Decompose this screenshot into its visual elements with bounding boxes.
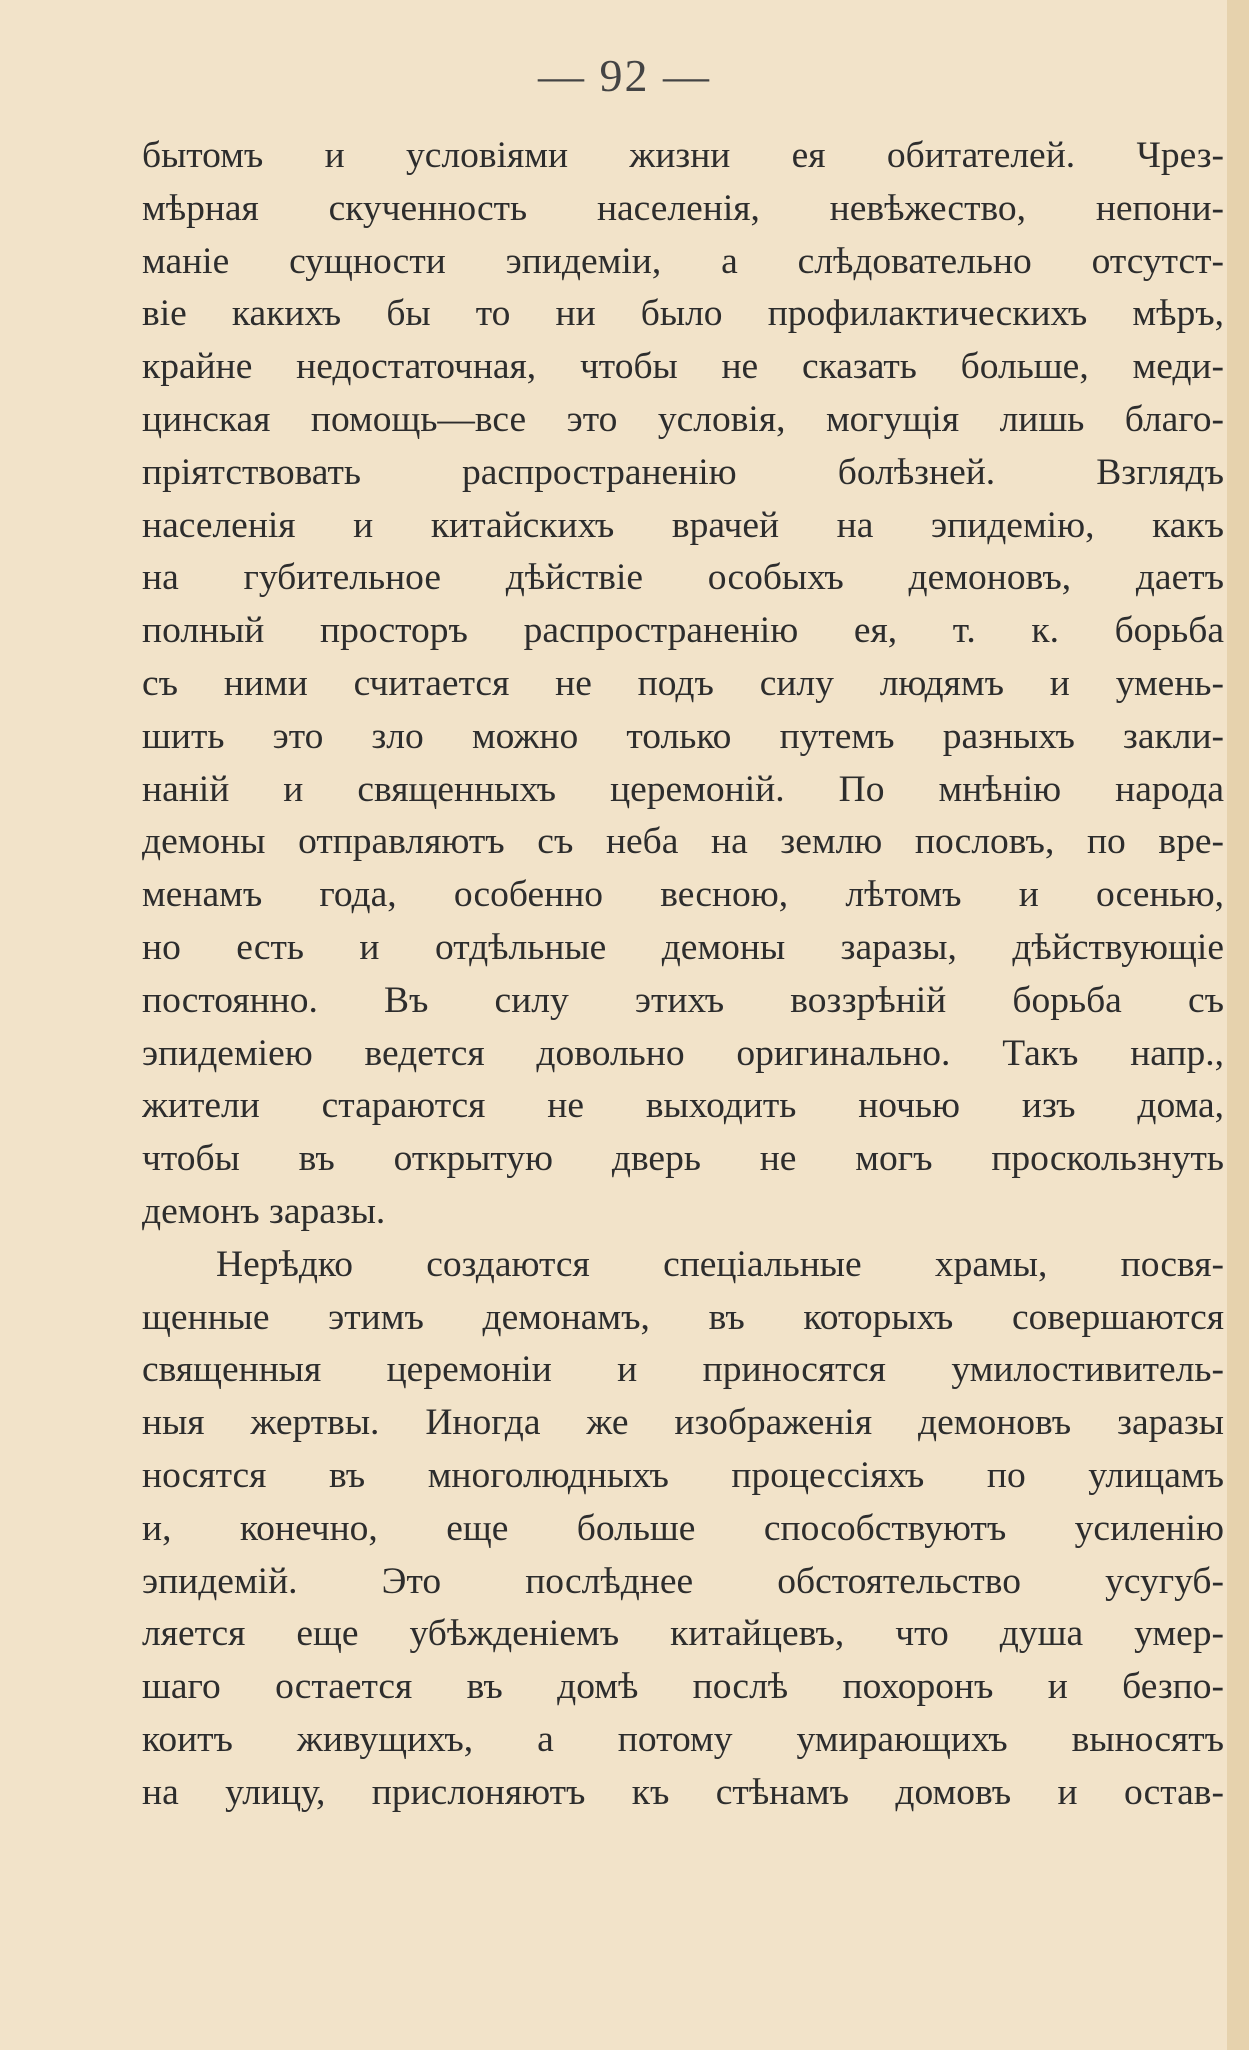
text-line: шить это зло можно только путемъ разныхъ закли-: [142, 715, 1224, 757]
text-line: священныя церемоніи и приносятся умилостивитель-: [142, 1349, 1224, 1391]
text-line: но есть и отдѣльные демоны заразы, дѣйствующіе: [142, 926, 1224, 968]
text-line: носятся въ многолюдныхъ процессіяхъ по улицамъ: [142, 1454, 1224, 1496]
text-line: пріятствовать распространенію болѣзней. Взглядъ: [142, 451, 1224, 493]
page-number: — 92 —: [538, 50, 711, 101]
body-text: [142, 130, 1224, 1820]
text-line: на улицу, прислоняютъ къ стѣнамъ домовъ и остав-: [142, 1771, 1224, 1813]
text-line: жители стараются не выходить ночью изъ дома,: [142, 1085, 1224, 1127]
text-line: наній и священныхъ церемоній. По мнѣнію народа: [142, 768, 1224, 810]
text-line: демоны отправляютъ съ неба на землю пословъ, по вре-: [142, 821, 1224, 863]
text-line: ляется еще убѣжденіемъ китайцевъ, что душа умер-: [142, 1613, 1224, 1655]
text-line: менамъ года, особенно весною, лѣтомъ и осенью,: [142, 874, 1224, 916]
text-line: Нерѣдко создаются спеціальные храмы, посвя-: [216, 1243, 1224, 1285]
text-line: постоянно. Въ силу этихъ воззрѣній борьба съ: [142, 979, 1224, 1021]
text-line: шаго остается въ домѣ послѣ похоронъ и безпо-: [142, 1666, 1224, 1708]
text-line: на губительное дѣйствіе особыхъ демоновъ, даетъ: [142, 557, 1224, 599]
text-line: и, конечно, еще больше способствуютъ усиленію: [142, 1507, 1224, 1549]
text-line: ныя жертвы. Иногда же изображенія демоновъ заразы: [142, 1402, 1224, 1444]
text-line: віе какихъ бы то ни было профилактическихъ мѣръ,: [142, 293, 1224, 335]
text-line: эпидемій. Это послѣднее обстоятельство усугуб-: [142, 1560, 1224, 1602]
text-line: мѣрная скученность населенія, невѣжество, непони-: [142, 187, 1224, 229]
text-line: съ ними считается не подъ силу людямъ и умень-: [142, 662, 1224, 704]
text-line: коитъ живущихъ, а потому умирающихъ выносятъ: [142, 1718, 1224, 1760]
paragraph-2: [142, 1239, 1224, 1820]
text-line: крайне недостаточная, чтобы не сказать больше, меди-: [142, 346, 1224, 388]
text-line: населенія и китайскихъ врачей на эпидемію, какъ: [142, 504, 1224, 546]
text-line: чтобы въ открытую дверь не могъ проскользнуть: [142, 1138, 1224, 1180]
text-line: щенные этимъ демонамъ, въ которыхъ совершаются: [142, 1296, 1224, 1338]
text-line: эпидеміею ведется довольно оригинально. Такъ напр.,: [142, 1032, 1224, 1074]
text-line: демонъ заразы.: [142, 1190, 386, 1232]
text-line: маніе сущности эпидеміи, а слѣдовательно отсутст-: [142, 240, 1224, 282]
paragraph-1: [142, 130, 1224, 1239]
text-line: полный просторъ распространенію ея, т. к. борьба: [142, 610, 1224, 652]
text-line: цинская помощь—все это условія, могущія лишь благо-: [142, 398, 1224, 440]
text-line: бытомъ и условіями жизни ея обитателей. Чрез-: [142, 135, 1224, 176]
